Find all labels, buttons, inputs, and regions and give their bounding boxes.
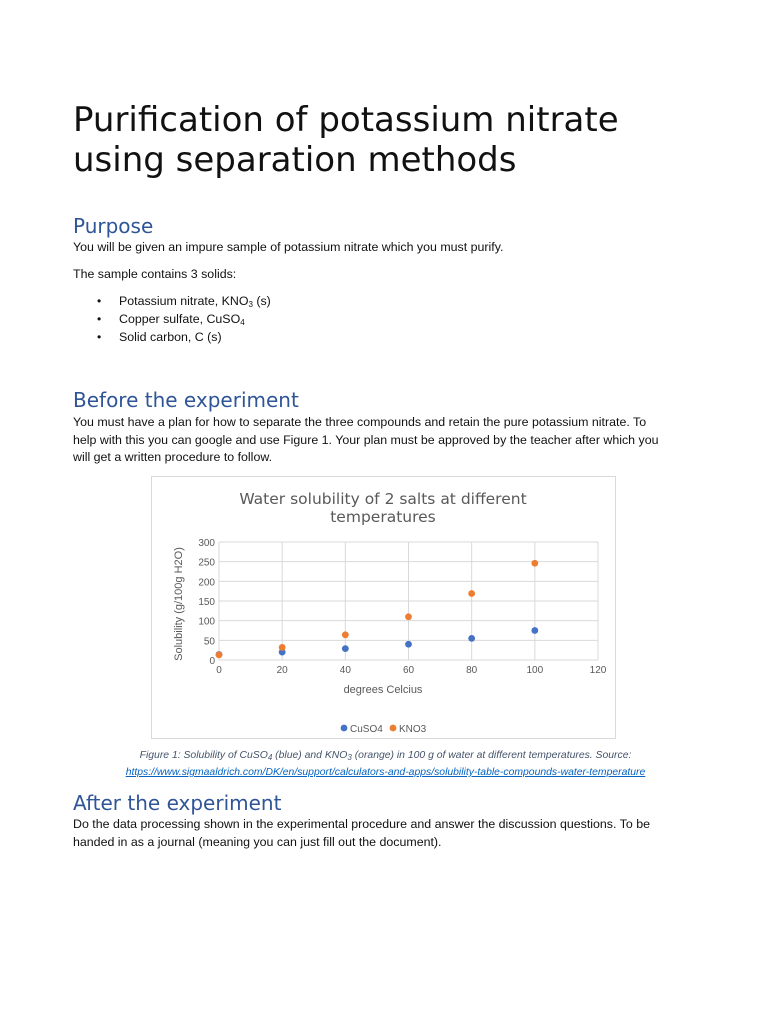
x-tick-label: 40: [339, 665, 351, 676]
chart-svg: [152, 477, 615, 738]
list-item: • Potassium nitrate, $KNO_3$ (s): [97, 294, 271, 309]
data-point-kno3: [468, 590, 475, 597]
data-point-kno3: [279, 644, 286, 651]
y-tick-label: 200: [198, 577, 215, 589]
x-tick-label: 60: [402, 665, 415, 676]
y-tick-label: 0: [209, 656, 215, 667]
data-point-cuso4: [468, 635, 475, 642]
y-tick-label: 250: [198, 557, 215, 569]
source-link[interactable]: https://www.sigmaaldrich.com/DK/en/support/calculators-and-apps/solubility-table-compounds-water-temperature: [125, 767, 646, 778]
x-axis-label: degrees Celcius: [343, 684, 423, 696]
y-tick-label: 300: [198, 538, 215, 549]
title-line-1: Purification of potassium nitrate: [73, 100, 619, 140]
purpose-paragraph-2: The sample contains 3 solids:: [73, 267, 237, 281]
chart-legend: [341, 724, 427, 735]
after-heading: After the experiment: [73, 791, 282, 815]
solubility-chart: [151, 476, 616, 739]
data-point-cuso4: [342, 645, 349, 652]
y-tick-label: 50: [203, 636, 215, 648]
data-point-kno3: [342, 631, 349, 638]
legend-marker-cuso4: [341, 725, 348, 732]
purpose-paragraph-1: You will be given an impure sample of potassium nitrate which you must purify.: [73, 240, 504, 254]
solids-list: [73, 292, 271, 346]
chart-title: Water solubility of 2 salts at different: [239, 490, 527, 508]
x-tick-label: 80: [466, 665, 478, 676]
data-point-cuso4: [405, 641, 412, 648]
bullet-icon: •: [97, 294, 102, 308]
legend-marker-kno3: [390, 725, 397, 732]
x-tick-label: 120: [589, 665, 607, 676]
purpose-heading: Purpose: [73, 214, 154, 238]
bullet-icon: •: [97, 330, 102, 344]
list-item: • Copper sulfate, CuSO$_4$: [97, 312, 245, 327]
data-point-kno3: [405, 613, 412, 620]
y-tick-label: 100: [198, 616, 215, 628]
legend-label: KNO3: [399, 724, 427, 735]
figure-caption: Figure 1: Solubility of CuSO$_4$ (blue) and $KNO_3$ (orange) in 100 g of water at different temperatures. Source: https://www.sigmaaldrich.com/DK/en/support/calculators-and-apps/solubility-table-compounds-water-temperature: [73, 748, 698, 780]
data-point-kno3: [531, 560, 538, 567]
data-point-cuso4: [531, 627, 538, 634]
y-axis-label: Solubility (g/100g H2O): [173, 547, 185, 661]
chart-title-line-2: temperatures: [330, 508, 436, 526]
bullet-icon: •: [97, 312, 102, 326]
list-item: • Solid carbon, C (s): [97, 330, 222, 344]
title-line-2: using separation methods: [73, 140, 517, 180]
x-tick-label: 20: [276, 665, 288, 676]
data-point-kno3: [216, 651, 223, 658]
x-tick-label: 100: [526, 665, 544, 676]
y-tick-label: 150: [198, 597, 215, 608]
before-paragraph: You must have a plan for how to separate the three compounds and retain the pure potassium nitrate. To help with this you can google and use Figure 1. Your plan must be approved by the teacher after which you will get a written procedure to follow.: [73, 415, 659, 464]
after-paragraph: Do the data processing shown in the experimental procedure and answer the discussion questions. To be handed in as a journal (meaning you can just fill out the document).: [73, 817, 650, 849]
before-heading: Before the experiment: [73, 388, 299, 412]
document-title: [73, 100, 713, 180]
legend-label: CuSO4: [350, 724, 383, 735]
x-tick-label: 0: [216, 665, 222, 676]
